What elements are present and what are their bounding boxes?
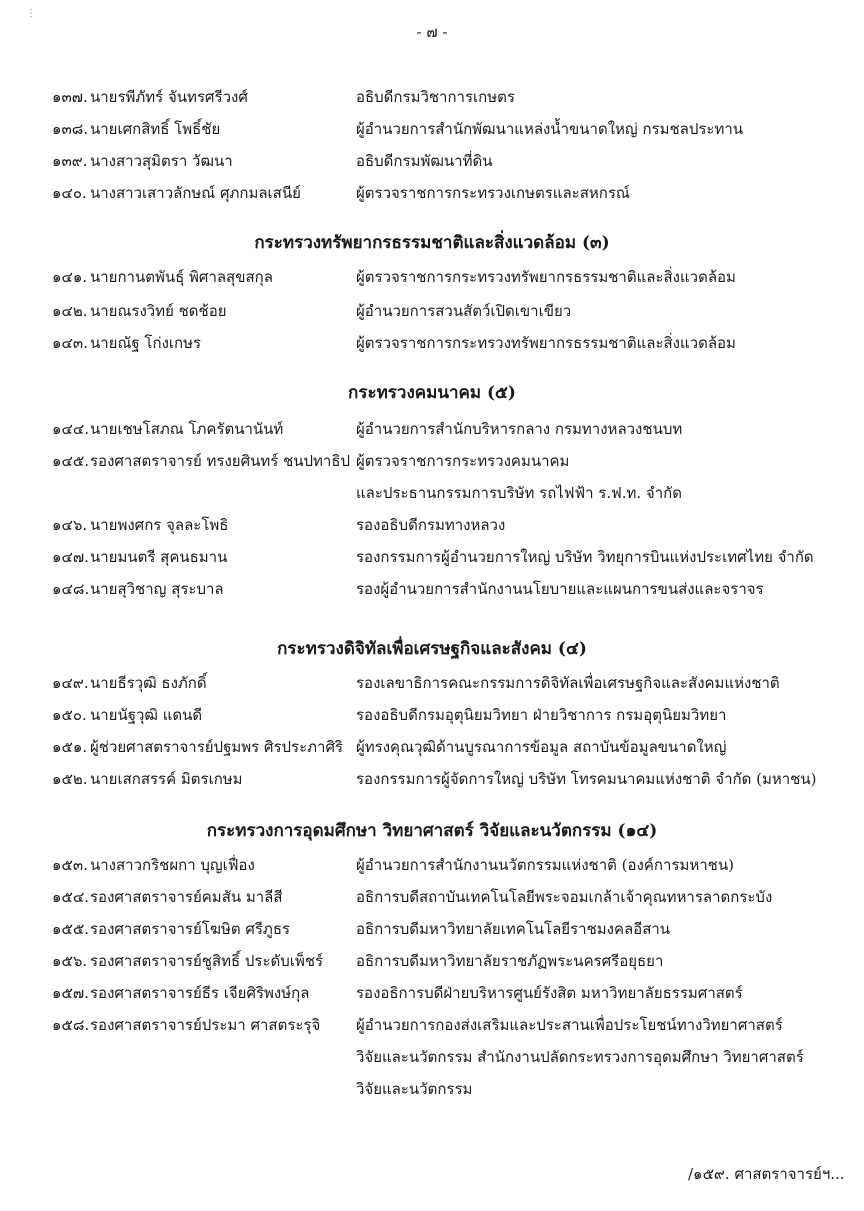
item-number: ๑๔๔. bbox=[52, 420, 89, 438]
person-position: ผู้ตรวจราชการกระทรวงเกษตรและสหกรณ์ bbox=[356, 184, 630, 202]
person-position: ผู้อำนวยการกองส่งเสริมและประสานเพื่อประโยชน์ทางวิทยาศาสตร์ bbox=[356, 1016, 783, 1034]
person-name: นางสาวกริชผกา บุญเฟื่อง bbox=[90, 856, 255, 874]
list-item bbox=[0, 414, 864, 444]
list-item bbox=[0, 510, 864, 540]
scan-mark: ⋮ bbox=[26, 8, 36, 19]
list-item bbox=[0, 764, 864, 794]
person-name: นายณัฐ โก่งเกษร bbox=[90, 334, 202, 352]
person-name: นายมนตรี สุคนธมาน bbox=[90, 548, 228, 566]
person-position: ผู้อำนวยการสำนักพัฒนาแหล่งน้ำขนาดใหญ่ กรมชลประทาน bbox=[356, 120, 744, 138]
person-position: ผู้ตรวจราชการกระทรวงคมนาคม bbox=[356, 452, 570, 470]
person-position: ผู้อำนวยการสวนสัตว์เปิดเขาเขียว bbox=[356, 302, 572, 320]
list-item bbox=[0, 296, 864, 326]
person-position: วิจัยและนวัตกรรม bbox=[356, 1080, 473, 1098]
person-name: ผู้ช่วยศาสตราจารย์ปฐมพร ศิรประภาศิริ bbox=[90, 738, 344, 756]
item-number: ๑๓๗. bbox=[52, 88, 88, 106]
person-position: ผู้อำนวยการสำนักบริหารกลาง กรมทางหลวงชนบท bbox=[356, 420, 683, 438]
person-name: นายกานตพันธุ์ พิศาลสุขสกุล bbox=[90, 268, 273, 286]
list-item bbox=[0, 542, 864, 572]
list-item bbox=[0, 668, 864, 698]
person-position: อธิบดีกรมพัฒนาที่ดิน bbox=[356, 152, 493, 170]
item-number: ๑๔๘. bbox=[52, 580, 90, 598]
item-number: ๑๓๘. bbox=[52, 120, 89, 138]
person-position: และประธานกรรมการบริษัท รถไฟฟ้า ร.ฟ.ท. จำกัด bbox=[356, 484, 682, 502]
person-name: นางสาวเสาวลักษณ์ ศุภกมลเสนีย์ bbox=[90, 184, 301, 202]
list-item bbox=[0, 262, 864, 292]
person-position: รองอธิบดีกรมอุตุนิยมวิทยา ฝ่ายวิชาการ กรมอุตุนิยมวิทยา bbox=[356, 706, 727, 724]
item-number: ๑๔๐. bbox=[52, 184, 87, 202]
person-name: รองศาสตราจารย์คมสัน มาลีสี bbox=[90, 888, 283, 906]
list-item bbox=[0, 178, 864, 208]
list-item bbox=[0, 914, 864, 944]
continuation-note: /๑๕๙. ศาสตราจารย์ฯ... bbox=[688, 1165, 845, 1183]
person-name: นายเชษโสภณ โภครัตนานันท์ bbox=[90, 420, 284, 438]
item-number: ๑๕๐. bbox=[52, 706, 87, 724]
item-number: ๑๕๗. bbox=[52, 984, 89, 1002]
person-position: ผู้ตรวจราชการกระทรวงทรัพยากรธรรมชาติและสิ่งแวดล้อม bbox=[356, 334, 736, 352]
person-name: นายเศกสิทธิ์ โพธิ์ชัย bbox=[90, 120, 221, 138]
list-item bbox=[0, 328, 864, 358]
item-number: ๑๕๘. bbox=[52, 1016, 90, 1034]
person-position: รองอธิบดีกรมทางหลวง bbox=[356, 516, 506, 534]
person-position: วิจัยและนวัตกรรม สำนักงานปลัดกระทรวงการอุดมศึกษา วิทยาศาสตร์ bbox=[356, 1048, 804, 1066]
person-position: รองกรรมการผู้อำนวยการใหญ่ บริษัท วิทยุการบินแห่งประเทศไทย จำกัด bbox=[356, 548, 814, 566]
person-position: อธิการบดีสถาบันเทคโนโลยีพระจอมเกล้าเจ้าคุณทหารลาดกระบัง bbox=[356, 888, 773, 906]
list-item bbox=[0, 446, 864, 476]
list-item-continuation bbox=[0, 1042, 864, 1072]
list-item bbox=[0, 1010, 864, 1040]
person-name: นายสุวิชาญ สุระบาล bbox=[90, 580, 224, 598]
item-number: ๑๕๓. bbox=[52, 856, 88, 874]
person-name: นายเสกสรรค์ มิตรเกษม bbox=[90, 770, 243, 788]
item-number: ๑๔๖. bbox=[52, 516, 88, 534]
person-position: รองผู้อำนวยการสำนักงานนโยบายและแผนการขนส่งและจราจร bbox=[356, 580, 764, 598]
person-position: อธิบดีกรมวิชาการเกษตร bbox=[356, 88, 515, 106]
person-position: อธิการบดีมหาวิทยาลัยเทคโนโลยีราชมงคลอีสาน bbox=[356, 920, 671, 938]
item-number: ๑๓๙. bbox=[52, 152, 88, 170]
list-item bbox=[0, 732, 864, 762]
person-name: รองศาสตราจารย์ ทรงยศินทร์ ชนปทาธิป bbox=[90, 452, 351, 470]
section-heading: กระทรวงคมนาคม (๕) bbox=[348, 383, 516, 403]
item-number: ๑๔๑. bbox=[52, 268, 88, 286]
section-heading: กระทรวงการอุดมศึกษา วิทยาศาสตร์ วิจัยและนวัตกรรม (๑๔) bbox=[206, 821, 658, 841]
list-item-continuation bbox=[0, 478, 864, 508]
person-name: นายธีรวุฒิ ธงภักดิ์ bbox=[90, 674, 207, 692]
section-heading: กระทรวงทรัพยากรธรรมชาติและสิ่งแวดล้อม (๓) bbox=[254, 233, 610, 253]
list-item bbox=[0, 946, 864, 976]
item-number: ๑๕๔. bbox=[52, 888, 89, 906]
item-number: ๑๔๕. bbox=[52, 452, 89, 470]
page-number: - ๗ - bbox=[416, 23, 448, 41]
person-position: อธิการบดีมหาวิทยาลัยราชภัฏพระนครศรีอยุธยา bbox=[356, 952, 664, 970]
list-item bbox=[0, 882, 864, 912]
person-name: นางสาวสุมิตรา วัฒนา bbox=[90, 152, 233, 170]
person-name: รองศาสตราจารย์ธีร เจียศิริพงษ์กุล bbox=[90, 984, 310, 1002]
list-item bbox=[0, 700, 864, 730]
person-name: รองศาสตราจารย์ชูสิทธิ์ ประดับเพ็ชร์ bbox=[90, 952, 324, 970]
item-number: ๑๕๒. bbox=[52, 770, 88, 788]
list-item bbox=[0, 850, 864, 880]
list-item bbox=[0, 146, 864, 176]
person-name: นายพงศกร จุลละโพธิ bbox=[90, 516, 229, 534]
list-item-continuation bbox=[0, 1074, 864, 1104]
person-name: นายรพีภัทร์ จันทรศรีวงศ์ bbox=[90, 88, 248, 106]
list-item bbox=[0, 574, 864, 604]
person-name: รองศาสตราจารย์ประมา ศาสตระรุจิ bbox=[90, 1016, 321, 1034]
item-number: ๑๕๖. bbox=[52, 952, 88, 970]
person-position: รองอธิการบดีฝ่ายบริหารศูนย์รังสิต มหาวิทยาลัยธรรมศาสตร์ bbox=[356, 984, 743, 1002]
item-number: ๑๔๙. bbox=[52, 674, 89, 692]
item-number: ๑๕๑. bbox=[52, 738, 88, 756]
person-name: นายนัฐวุฒิ แดนดี bbox=[90, 706, 203, 724]
list-item bbox=[0, 82, 864, 112]
person-name: รองศาสตราจารย์โฆษิต ศรีภูธร bbox=[90, 920, 291, 938]
item-number: ๑๔๓. bbox=[52, 334, 88, 352]
item-number: ๑๕๕. bbox=[52, 920, 89, 938]
person-position: ผู้อำนวยการสำนักงานนวัตกรรมแห่งชาติ (องค์การมหาชน) bbox=[356, 856, 734, 874]
person-position: ผู้ตรวจราชการกระทรวงทรัพยากรธรรมชาติและสิ่งแวดล้อม bbox=[356, 268, 736, 286]
item-number: ๑๔๒. bbox=[52, 302, 88, 320]
item-number: ๑๔๗. bbox=[52, 548, 89, 566]
section-heading: กระทรวงดิจิทัลเพื่อเศรษฐกิจและสังคม (๔) bbox=[277, 639, 587, 659]
list-item bbox=[0, 978, 864, 1008]
person-position: รองเลขาธิการคณะกรรมการดิจิทัลเพื่อเศรษฐกิจและสังคมแห่งชาติ bbox=[356, 674, 780, 692]
person-name: นายณรงวิทย์ ชดช้อย bbox=[90, 302, 227, 320]
list-item bbox=[0, 114, 864, 144]
person-position: ผู้ทรงคุณวุฒิด้านบูรณาการข้อมูล สถาบันข้อมูลขนาดใหญ่ bbox=[356, 738, 727, 756]
person-position: รองกรรมการผู้จัดการใหญ่ บริษัท โทรคมนาคมแห่งชาติ จำกัด (มหาชน) bbox=[356, 770, 817, 788]
